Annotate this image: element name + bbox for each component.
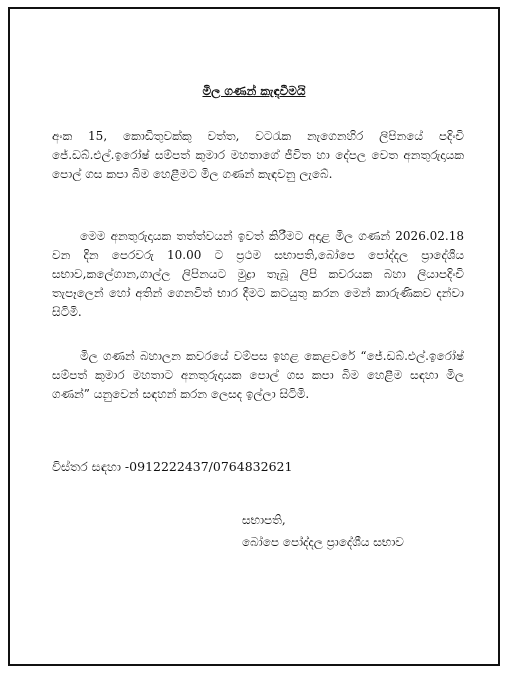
signature-block xyxy=(242,509,404,553)
signature-organization: බෝපෙ පෝද්දල ප්‍රාදේශීය සභාව xyxy=(242,535,404,549)
paragraph-submission: මෙම අනතුරුදායක තත්ත්වයන් ඉවත් කිරීමට අදාළ මිල ගණන් 2026.02.18 වන දින පෙරවරු 10.00 ට ප්‍රථම සභාපති,බෝපෙ පෝද්දල ප්‍රාදේශීය සභාව,කලේගාන,ගාල්ල ලිපිනයට මුද්‍රා තැබූ ලිපි කවරයක බහා ලියාපදිංචි තැපෑලෙන් හෝ අතින් ගෙනවිත් භාර දීමට කටයුතු කරන මෙන් කාරුණිකව දන්වා සිටිමි. xyxy=(52,229,464,319)
paragraph-envelope: මිල ගණන් බහාලන කවරයේ වම්පස ඉහළ කෙළවරේ “ජේ.ඩබ්.එල්.ඉරෝෂ් සම්පත් කුමාර මහතාට අනතුරුදායක පොල් ගස කපා බිම හෙළීම සඳහා මිල ගණන්” යනුවෙන් සඳහන් කරන ලෙසද ඉල්ලා සිටිමි. xyxy=(52,349,464,401)
paragraph-intro: අංක 15, කොඩිතුවක්කු වත්ත, වටරැක නැගෙනහිර ලිපිනයේ පදිංචි ජේ.ඩබ්.එල්.ඉරෝෂ් සම්පත් කුමාර මහතාගේ ජීවිත හා දේපල වෙත අනතුරුදායක පොල් ගස කපා බිම හෙළීමට මිල ගණන් කැඳවනු ලැබේ. xyxy=(52,129,464,181)
contact-line: විස්තර සඳහා -0912222437/0764832621 xyxy=(52,459,293,474)
signature-title: සභාපති, xyxy=(242,513,286,527)
notice-page xyxy=(8,7,500,666)
notice-title: මිල ගණන් කැඳවීමයි xyxy=(202,84,306,98)
